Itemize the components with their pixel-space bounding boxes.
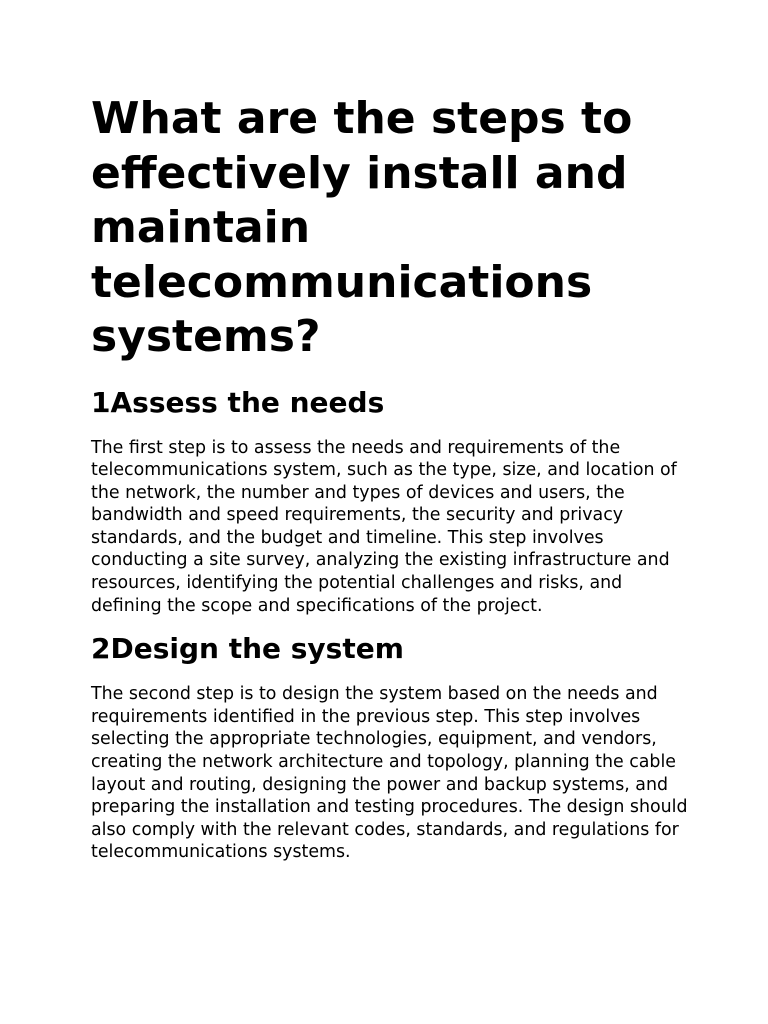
section-heading: 2Design the system	[91, 632, 404, 666]
section-paragraph: The second step is to design the system based on the needs and requirements identified in the previous step. This step involves selecting the appropriate technologies, equipment, and vendors, creating the network architecture and topology, planning the cable layout and routing, designing the power and backup systems, and preparing the installation and testing procedures. The design should also comply with the relevant codes, standards, and regulations for telecommunications systems.	[91, 684, 688, 863]
page-title: What are the steps to effectively install and maintain telecommunications systems?	[91, 93, 633, 362]
document-page	[91, 92, 691, 864]
section-heading: 1Assess the needs	[91, 385, 385, 419]
section-assess-needs	[91, 385, 691, 618]
section-paragraph: The first step is to assess the needs and requirements of the telecommunications system, such as the type, size, and location of the network, the number and types of devices and users, the bandwidth and speed requirements, the security and privacy standards, and the budget and timeline. This step involves conducting a site survey, analyzing the existing infrastructure and resources, identifying the potential challenges and risks, and defining the scope and specifications of the project.	[91, 437, 677, 616]
section-design-system	[91, 631, 691, 864]
